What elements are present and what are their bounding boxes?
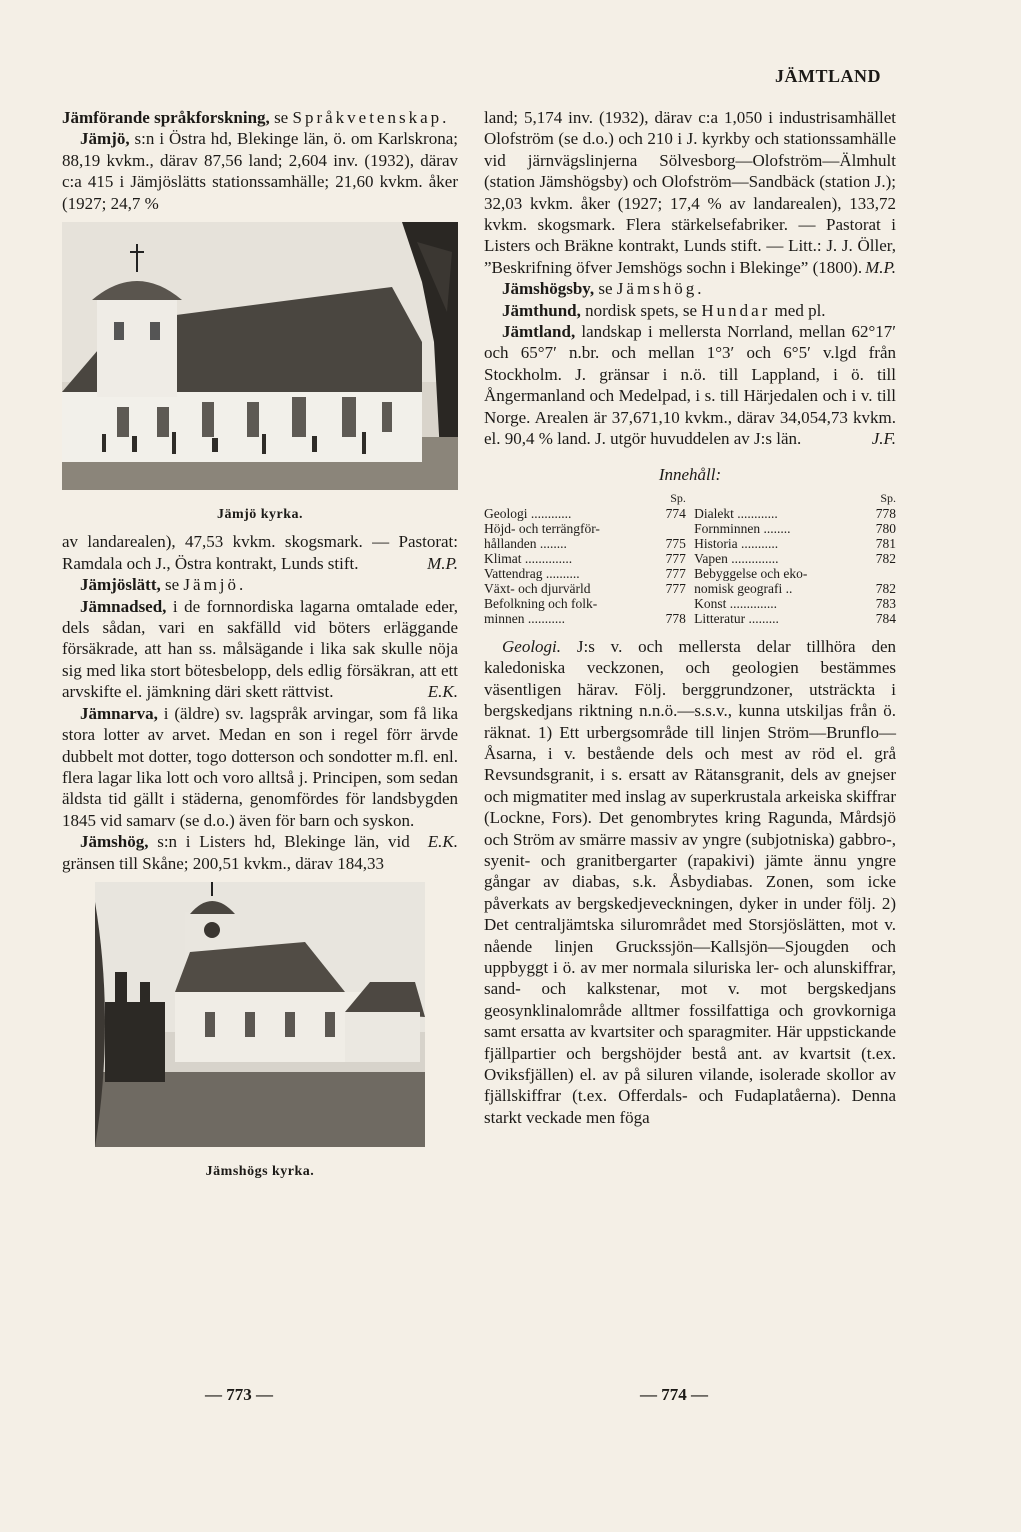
toc-label: Geologi ............ — [484, 505, 572, 521]
toc-title: Innehåll: — [658, 464, 722, 484]
entry-jamtland — [484, 321, 896, 449]
toc-label: Konst .............. — [694, 595, 778, 611]
page-number-right: — 774 — — [640, 1385, 708, 1404]
cross-ref: Hundar — [701, 300, 771, 320]
entry-end: med pl. — [770, 300, 826, 320]
toc-row — [694, 551, 896, 566]
entry-jamthund — [484, 300, 896, 321]
toc-row — [694, 566, 896, 581]
toc-label: Klimat .............. — [484, 550, 573, 566]
toc-row — [484, 521, 686, 536]
entry-end: . — [697, 279, 702, 299]
photo-jamjo-kyrka — [62, 222, 458, 525]
toc-label: Höjd- och terrängför- — [484, 520, 600, 536]
cross-ref: Jämjö — [183, 575, 240, 595]
headword: Jämförande språkforskning, — [62, 108, 270, 127]
toc-page: 777 — [665, 580, 686, 596]
toc-row — [694, 521, 896, 536]
entry-jamnadsed — [62, 596, 458, 703]
signature: E.K. — [427, 832, 458, 852]
photo-jamshogs-kyrka — [62, 882, 458, 1182]
toc-page: 778 — [665, 610, 686, 626]
signature: M.P. — [865, 257, 896, 277]
entry-text: i de fornnordiska lagarna omtalade eder, dels sådan, vari en sakfälld vid böters erläggande försäkrade, att han ss. målsägande i lika sak skulle nöja sig med lika stort bötesbelopp, dels edlig försäkran, att ett arvskifte el. jämkning däri skett rättvist. — [62, 596, 458, 702]
toc-row — [484, 596, 686, 611]
toc-row — [484, 581, 686, 596]
table-of-contents — [484, 491, 896, 626]
signature: J.F. — [871, 429, 896, 449]
toc-label: Historia ........... — [694, 535, 779, 551]
toc-page: 775 — [665, 535, 686, 551]
page-number-left: — 773 — — [205, 1385, 273, 1404]
headword: Jämnadsed, — [80, 596, 167, 616]
cross-ref: Språkvetenskap — [292, 108, 443, 127]
signature: M.P. — [427, 553, 458, 573]
right-column — [484, 107, 896, 1128]
entry-text: land; 5,174 inv. (1932), därav c:a 1,050 i industrisamhället Olofström (se d.o.) och 210 i J. kyrkby och stationssamhälle vid järnvägslinjerna Sölvesborg—Olofström—Älmhult (station Jämshögsby) och Olofström—Sandbäck (station J.); 32,03 kvkm. åker (1927; 17,4 % av landarealen), 133,72 kvkm. skogsmark. Flera stärkelsefabriker. — Pastorat i Listers och Bräkne kontrakt, Lunds stift. — Litt.: J. J. Öller, ”Beskrifning öfver Jemshögs sochn i Blekinge” (1800). — [484, 108, 896, 277]
toc-label: Bebyggelse och eko- — [694, 565, 808, 581]
toc-sp-header: Sp. — [670, 490, 686, 505]
entry-end: . — [442, 108, 447, 127]
toc-label: Växt- och djurvärld — [484, 580, 591, 596]
headword: Jämjöslätt, — [80, 575, 161, 595]
section-heading: Geologi. — [502, 636, 562, 656]
entry-text: landskap i mellersta Norrland, mellan 62°17′ och 65°7′ n.br. och mellan 1°3′ och 6°5′ v.lgd från Stockholm. J. gränsar i n.ö. till Lappland, i ö. till Ångermanland och Medelpad, i s. till Härjedalen och i v. till Norge. Arealen är 37,671,10 kvkm., därav 34,054,73 kvkm. el. 90,4 % land. J. utgör huvuddelen av J:s län. — [484, 322, 896, 449]
entry-text: se — [269, 108, 293, 127]
left-column — [62, 107, 458, 1188]
entry-jamjoslatt — [62, 574, 458, 595]
toc-row — [484, 536, 686, 551]
toc-page: 778 — [875, 505, 896, 521]
signature: E.K. — [427, 682, 458, 702]
toc-column-left — [484, 491, 686, 626]
toc-row — [694, 581, 896, 596]
toc-page: 783 — [875, 595, 896, 611]
toc-page: 777 — [665, 550, 686, 566]
church-photo — [62, 222, 458, 490]
headword: Jämnarva, — [80, 703, 158, 723]
toc-page: 782 — [875, 550, 896, 566]
entry-text: s:n i Listers hd, Blekinge län, vid gränsen till Skåne; 200,51 kvkm., därav 184,33 — [62, 832, 410, 873]
toc-label: Litteratur ......... — [694, 610, 779, 626]
toc-page: 781 — [875, 535, 896, 551]
toc-page: 784 — [875, 610, 896, 626]
toc-label: Dialekt ............ — [694, 505, 778, 521]
entry-end: . — [239, 575, 244, 595]
entry-text: s:n i Östra hd, Blekinge län, ö. om Karlskrona; 88,19 kvkm., därav 87,56 land; 2,604 inv. (1932), därav c:a 415 i Jämjöslätts stationssamhälle; 21,60 kvkm. åker (1927; 24,7 % — [62, 129, 458, 213]
toc-row — [694, 506, 896, 521]
toc-row — [694, 536, 896, 551]
headword: Jämthund, — [502, 300, 581, 320]
toc-sp-header: Sp. — [880, 490, 896, 505]
toc-page: 782 — [875, 580, 896, 596]
toc-label: hållanden ........ — [484, 535, 567, 551]
toc-row — [694, 596, 896, 611]
entry-text: i (äldre) sv. lagspråk arvingar, som få lika stora lotter av arvet. Medan en son i regel förr ärvde dubbelt mot dotter, togo dotterson och sondotter m.fl. enl. flera lagar lika lott och voro alltså j. Principen, som sedan äldsta tid gällt i städerna, genomfördes för landsbygden 1845 vid samarv (se d.o.) även för barn och syskon. — [62, 703, 458, 830]
headword: Jämshög, — [80, 832, 149, 852]
toc-label: nomisk geografi .. — [694, 580, 793, 596]
toc-row — [484, 566, 686, 581]
toc-row — [484, 551, 686, 566]
entry-jamjo — [62, 128, 458, 214]
headword: Jämtland, — [502, 322, 576, 342]
entry-text: se — [594, 279, 617, 299]
toc-label: Befolkning och folk- — [484, 595, 598, 611]
toc-row — [694, 611, 896, 626]
toc-page: 780 — [875, 520, 896, 536]
entry-jamshogsby — [484, 278, 896, 299]
headword: Jämjö, — [80, 129, 130, 149]
entry-text: nordisk spets, se — [580, 300, 702, 320]
entry-jamshog-cont — [484, 107, 896, 278]
entry-jamjo-cont — [62, 531, 458, 574]
section-text: J:s v. och mellersta delar tillhöra den kaledoniska veckzonen, och geologien bestämmes väsentligen härav. Följ. berggrundzoner, utsträckta i bergskedjans riktning n.n.ö.—s.s.v., kunna utskiljas från ö. räknat. 1) Ett urbergsområde till linjen Ström—Brunflo—Åsarna, i v. bestående dels och mest av röd el. grå Revsundsgranit, i s. ersatt av Rätansgranit, dels av gnejser och migmatiter med inslag av superkrustala arkeiska skiffrar (Lockne, Fors). Det genombrytes kring Ragunda, Mårdsjö och Ström av smärre massiv av yngre (subjotniska) gabbro-, syenit- och granitbergarter (rapakivi) jämte ännu yngre gångar av diabas, s.k. Åsbydiabas. Zonen, som icke påverkats av bergskedjeveckningen, dyker in under följ. 2) Det centraljämtska silurområdet med Storsjöslätten, mot v. nående linjen Gruckssjön—Kallsjön—Sjougden och uppbyggt i ö. av mer normala siluriska ler- och alunskiffrar, sand- och kalkstenar, mot v. mot bergskedjans geosynklinalområde alltmer fossilfattiga och grovkorniga samt ersatta av kvartsiter och sparagmiter. Här uppstickande fjällpartier och bergshöjder bestå ant. av kvartsit (t.ex. Oviksfjällen) el. av på siluren vilande, isolerade skollor av fjällskiffrar (t.ex. Offerdals- och Fudaplatåerna). Denna starkt veckade men föga — [484, 636, 896, 1127]
toc-label: Vapen .............. — [694, 550, 779, 566]
headword: Jämshögsby, — [502, 279, 595, 299]
toc-page: 774 — [665, 505, 686, 521]
photo-caption: Jämshögs kyrka. — [205, 1163, 315, 1179]
toc-page: 777 — [665, 565, 686, 581]
toc-row — [484, 506, 686, 521]
toc-label: minnen ........... — [484, 610, 565, 626]
toc-column-right — [694, 491, 896, 626]
toc-label: Vattendrag .......... — [484, 565, 580, 581]
entry-text: se — [160, 575, 184, 595]
cross-ref: Jämshög — [616, 279, 698, 299]
church-photo — [95, 882, 425, 1147]
toc-row — [484, 611, 686, 626]
running-head: JÄMTLAND — [775, 66, 881, 86]
toc-label: Fornminnen ........ — [694, 520, 791, 536]
photo-caption: Jämjö kyrka. — [216, 507, 304, 523]
entry-jamforande — [62, 107, 458, 128]
entry-jamshog — [62, 831, 458, 874]
entry-text: av landarealen), 47,53 kvkm. skogsmark. — Pastorat: Ramdala och J., Östra kontrakt, Lunds stift. — [62, 532, 458, 573]
section-geologi — [484, 636, 896, 1128]
